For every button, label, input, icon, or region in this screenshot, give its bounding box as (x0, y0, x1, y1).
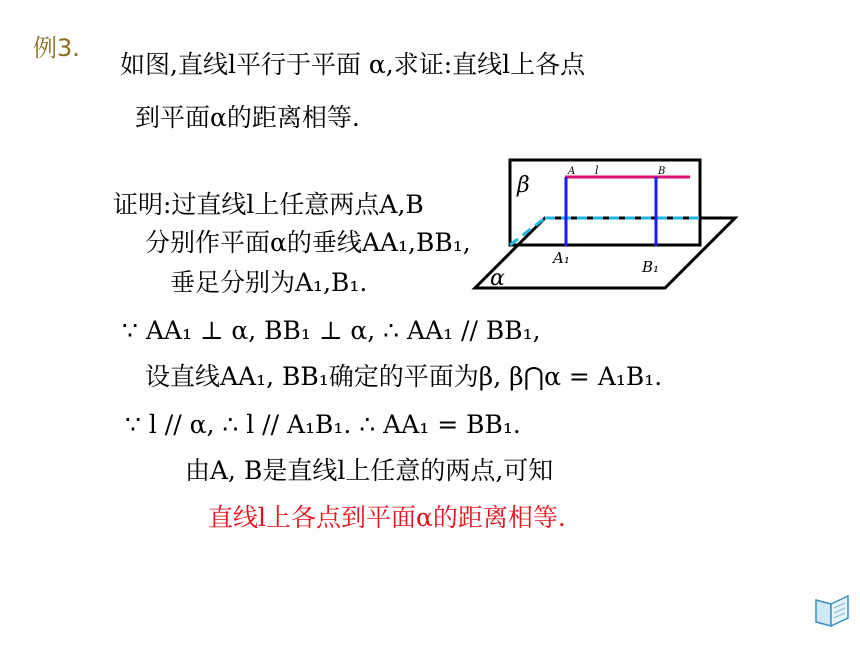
hidden-edge-left (510, 218, 545, 245)
proof-line-3: 垂足分别为A₁,B₁. (170, 268, 368, 297)
proof-line-5: 设直线AA₁, BB₁确定的平面为β, β⋂α = A₁B₁. (145, 362, 663, 391)
geometry-diagram (470, 150, 745, 295)
label-A1: A₁ (553, 249, 570, 267)
label-A: A (568, 166, 576, 177)
book-icon[interactable] (812, 590, 852, 630)
label-B: B (658, 166, 666, 177)
proof-line-2: 分别作平面α的垂线AA₁,BB₁, (145, 228, 471, 257)
proof-line-4: ∵ AA₁ ⊥ α, BB₁ ⊥ α, ∴ AA₁ // BB₁, (122, 316, 541, 345)
problem-line-1: 如图,直线l平行于平面 α,求证:直线l上各点 (120, 50, 586, 79)
plane-alpha (475, 218, 735, 288)
proof-line-1: 证明:过直线l上任意两点A,B (113, 190, 424, 219)
example-label: 例3. (33, 34, 80, 62)
label-alpha: α (490, 266, 505, 291)
proof-conclusion: 直线l上各点到平面α的距离相等. (208, 503, 566, 532)
proof-line-6: ∵ l // α, ∴ l // A₁B₁. ∴ AA₁ = BB₁. (125, 410, 521, 439)
problem-line-2: 到平面α的距离相等. (135, 103, 360, 132)
label-beta: β (517, 173, 530, 198)
label-l: l (595, 164, 599, 177)
label-B1: B₁ (642, 258, 660, 276)
plane-beta (510, 160, 700, 245)
proof-line-7: 由A, B是直线l上任意的两点,可知 (185, 456, 554, 485)
